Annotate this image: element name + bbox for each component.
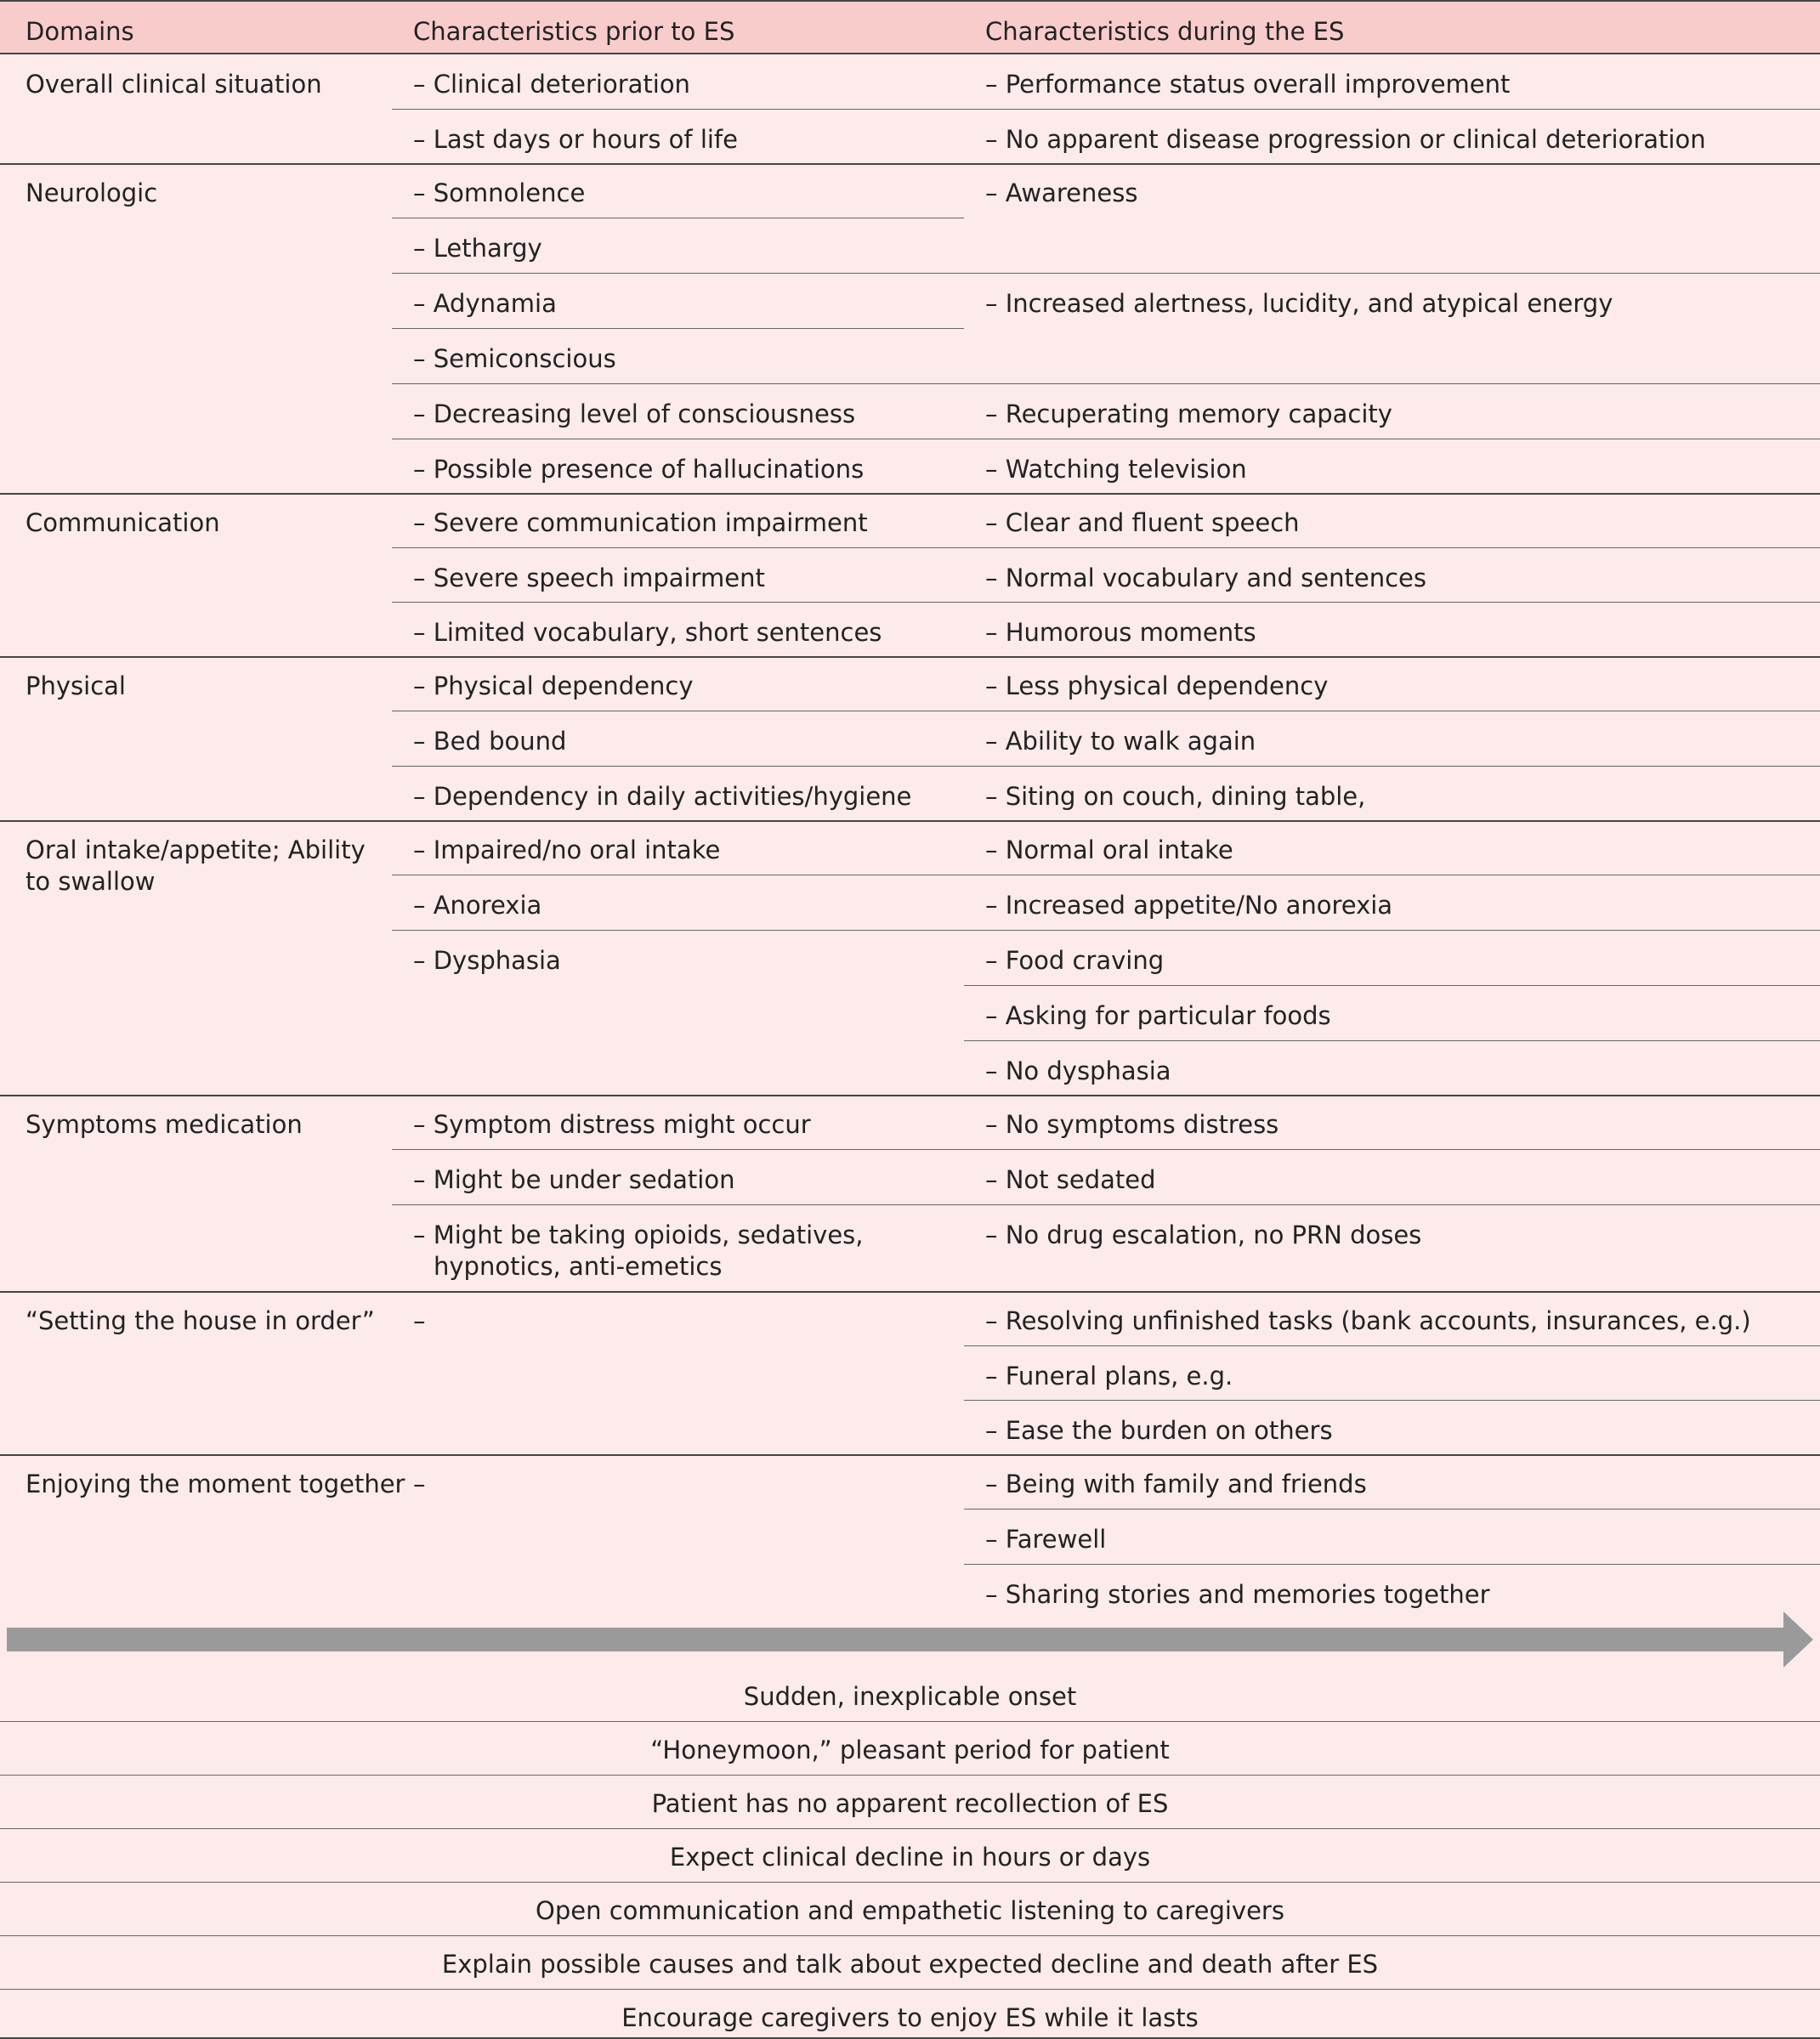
- list-item: – Clear and fluent speech: [985, 508, 1300, 537]
- header-domains: Domains: [26, 17, 134, 46]
- list-item: – Funeral plans, e.g.: [985, 1362, 1233, 1390]
- table-header: [0, 0, 1820, 54]
- list-item: –: [413, 1306, 426, 1335]
- domain-oral-intake-line2: to swallow: [26, 867, 156, 896]
- list-item: – Severe speech impairment: [413, 564, 765, 592]
- row-divider: [0, 163, 1820, 165]
- item-divider: [392, 766, 1820, 767]
- list-item: – Farewell: [985, 1525, 1107, 1554]
- item-divider: [964, 1400, 1820, 1401]
- list-item: – Food craving: [985, 946, 1165, 975]
- footer-note: Sudden, inexplicable onset: [743, 1682, 1077, 1711]
- list-item: – Siting on couch, dining table,: [985, 782, 1366, 811]
- footer-note: “Honeymoon,” pleasant period for patient: [650, 1736, 1170, 1764]
- list-item: – Impaired/no oral intake: [413, 835, 721, 864]
- list-item: – Adynamia: [413, 289, 557, 318]
- footer-divider: [0, 1989, 1820, 1990]
- list-item: – Anorexia: [413, 891, 542, 920]
- footer-note: Patient has no apparent recollection of ES: [651, 1789, 1169, 1818]
- header-prior: Characteristics prior to ES: [413, 17, 735, 46]
- list-item: – Recuperating memory capacity: [985, 399, 1392, 428]
- list-item: – Normal vocabulary and sentences: [985, 564, 1426, 592]
- list-item: – Asking for particular foods: [985, 1001, 1331, 1030]
- domain-neurologic: Neurologic: [26, 178, 158, 207]
- domain-communication: Communication: [26, 508, 220, 537]
- list-item: – Bed bound: [413, 727, 567, 756]
- list-item: – Might be taking opioids, sedatives,: [413, 1221, 864, 1249]
- list-item: – Less physical dependency: [985, 671, 1329, 700]
- list-item: – Decreasing level of consciousness: [413, 399, 856, 428]
- item-divider: [964, 1040, 1820, 1041]
- list-item: – Ease the burden on others: [985, 1416, 1333, 1445]
- list-item: – Increased appetite/No anorexia: [985, 891, 1393, 920]
- domain-symptoms: Symptoms medication: [26, 1110, 303, 1139]
- list-item: – Possible presence of hallucinations: [413, 455, 865, 484]
- list-item: – Increased alertness, lucidity, and atypical energy: [985, 289, 1613, 318]
- list-item: – Being with family and friends: [985, 1470, 1367, 1498]
- item-divider: [392, 1149, 1820, 1150]
- list-item: – Normal oral intake: [985, 835, 1233, 864]
- row-divider: [0, 493, 1820, 495]
- list-item: – Lethargy: [413, 234, 542, 263]
- list-item: – Might be under sedation: [413, 1165, 735, 1194]
- list-item: – Resolving unfinished tasks (bank accounts, insurances, e.g.): [985, 1306, 1751, 1335]
- domain-overall: Overall clinical situation: [26, 70, 322, 99]
- list-item: – Not sedated: [985, 1165, 1156, 1194]
- list-item: – Last days or hours of life: [413, 125, 738, 154]
- footer-note: Encourage caregivers to enjoy ES while it lasts: [621, 2003, 1199, 2032]
- footer-divider: [0, 1882, 1820, 1883]
- list-item: – No drug escalation, no PRN doses: [985, 1221, 1422, 1249]
- domain-oral-intake-line1: Oral intake/appetite; Ability: [26, 835, 366, 864]
- timeline-arrow-icon: [7, 1611, 1813, 1668]
- list-item: – No symptoms distress: [985, 1110, 1279, 1139]
- list-item: – Performance status overall improvement: [985, 70, 1511, 99]
- row-divider: [0, 1291, 1820, 1293]
- list-item: – Physical dependency: [413, 671, 694, 700]
- list-item: – Ability to walk again: [985, 727, 1256, 756]
- item-divider: [964, 1564, 1820, 1565]
- item-divider: [392, 602, 1820, 603]
- footer-divider: [0, 1721, 1820, 1722]
- list-item: – Somnolence: [413, 178, 586, 207]
- item-divider: [392, 383, 1820, 384]
- domain-house-in-order: “Setting the house in order”: [26, 1306, 375, 1335]
- item-divider: [392, 1204, 1820, 1205]
- list-item: – Watching television: [985, 455, 1247, 484]
- footer-divider: [0, 1935, 1820, 1936]
- item-divider: [964, 1345, 1820, 1346]
- row-divider: [0, 656, 1820, 658]
- footer-note: Explain possible causes and talk about expected decline and death after ES: [441, 1950, 1379, 1979]
- list-item: – Limited vocabulary, short sentences: [413, 618, 882, 647]
- footer-divider: [0, 1775, 1820, 1776]
- domain-physical: Physical: [26, 671, 126, 700]
- footer-divider: [0, 1828, 1820, 1829]
- list-item: – Semiconscious: [413, 344, 616, 373]
- list-item: –: [413, 1470, 426, 1498]
- list-item: – Awareness: [985, 178, 1138, 207]
- item-divider: [392, 930, 1820, 931]
- domain-enjoying-moment: Enjoying the moment together: [26, 1470, 405, 1498]
- item-divider: [392, 273, 1820, 274]
- header-during: Characteristics during the ES: [985, 17, 1345, 46]
- row-divider: [0, 1454, 1820, 1456]
- row-divider: [0, 1095, 1820, 1096]
- list-item-continuation: hypnotics, anti-emetics: [434, 1252, 723, 1281]
- list-item: – Sharing stories and memories together: [985, 1580, 1490, 1609]
- list-item: – Dysphasia: [413, 946, 561, 975]
- item-divider: [392, 328, 964, 329]
- list-item: – Clinical deterioration: [413, 70, 690, 99]
- row-divider: [0, 820, 1820, 822]
- item-divider: [392, 109, 1820, 110]
- list-item: – Dependency in daily activities/hygiene: [413, 782, 912, 811]
- item-divider: [964, 985, 1820, 986]
- list-item: – Symptom distress might occur: [413, 1110, 811, 1139]
- footer-note: Open communication and empathetic listening to caregivers: [536, 1896, 1284, 1925]
- footer-note: Expect clinical decline in hours or days: [669, 1843, 1151, 1872]
- item-divider: [392, 547, 1820, 548]
- list-item: – No dysphasia: [985, 1056, 1171, 1085]
- list-item: – Severe communication impairment: [413, 508, 868, 537]
- list-item: – Humorous moments: [985, 618, 1256, 647]
- list-item: – No apparent disease progression or clinical deterioration: [985, 125, 1706, 154]
